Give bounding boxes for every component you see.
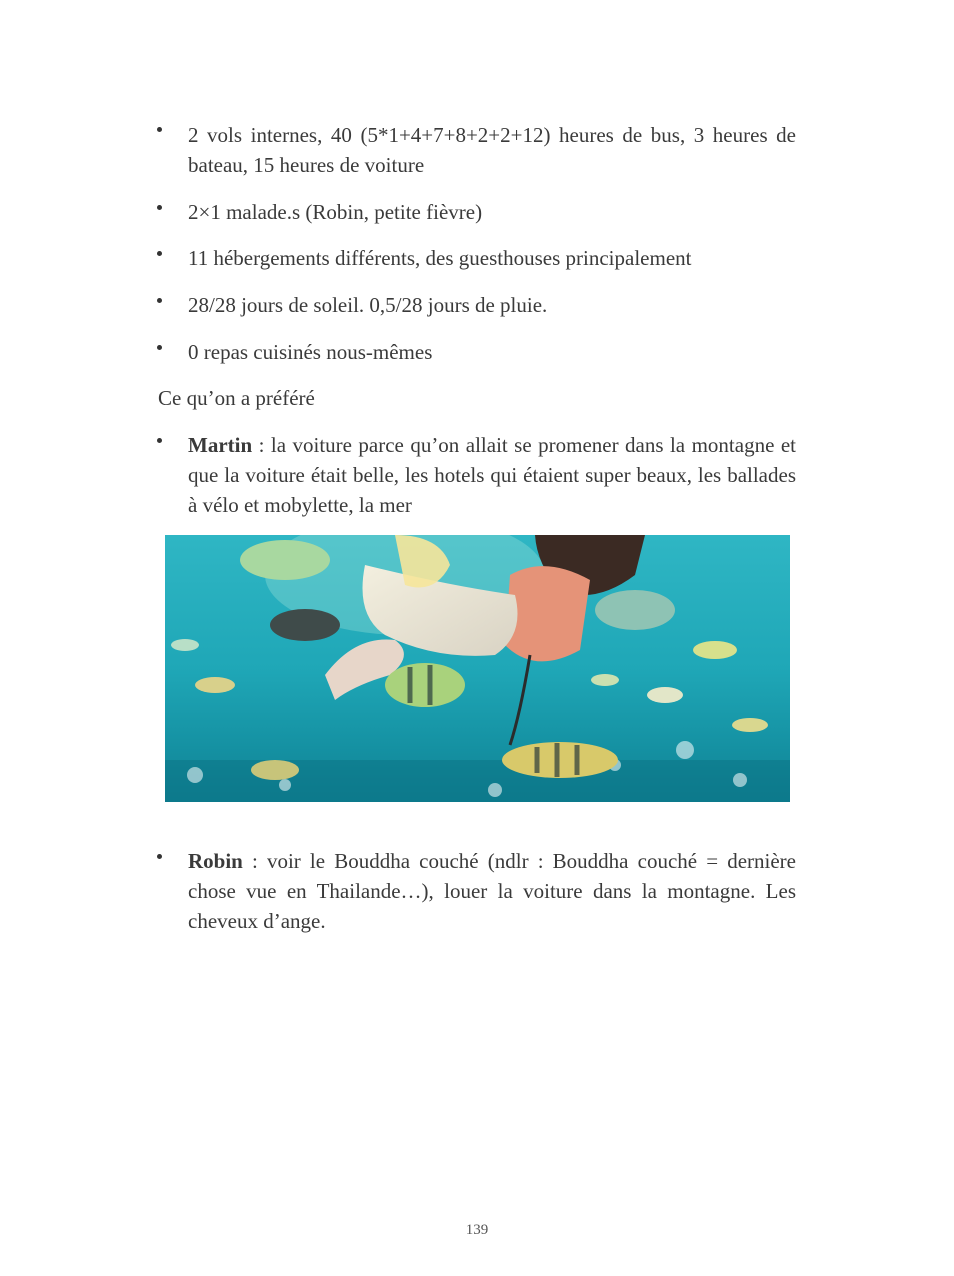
stat-weather: 28/28 jours de soleil. 0,5/28 jours de pluie.: [188, 293, 548, 317]
bullet-dot: [156, 250, 164, 258]
bullet-dot: [156, 126, 164, 134]
bullet-dot: [156, 437, 164, 445]
page-number: 139: [465, 1222, 489, 1238]
bullet-dot: [156, 853, 164, 861]
favorite-robin: [188, 846, 796, 936]
favorite-name: Robin: [188, 849, 243, 873]
favorite-text: : voir le Bouddha couché (ndlr : Bouddha couché = dernière chose vue en Thailande…), louer la voiture dans la montagne. Les cheveux d’ange.: [188, 849, 796, 933]
favorite-martin: [188, 430, 796, 520]
stat-lodging: 11 hébergements différents, des guesthouses principalement: [188, 246, 692, 270]
favorite-text: : la voiture parce qu’on allait se promener dans la montagne et que la voiture était belle, les hotels qui étaient super beaux, les ballades à vélo et mobylette, la mer: [188, 433, 796, 517]
stat-meals: 0 repas cuisinés nous-mêmes: [188, 340, 433, 364]
stat-illness: 2×1 malade.s (Robin, petite fièvre): [188, 200, 483, 224]
snorkeling-photo: [165, 535, 790, 802]
bullet-dot: [156, 344, 164, 352]
stat-transport: 2 vols internes, 40 (5*1+4+7+8+2+2+12) heures de bus, 3 heures de bateau, 15 heures de voiture: [188, 123, 796, 177]
section-heading: Ce qu’on a préféré: [158, 386, 315, 410]
bullet-dot: [156, 297, 164, 305]
bullet-dot: [156, 204, 164, 212]
favorite-name: Martin: [188, 433, 253, 457]
